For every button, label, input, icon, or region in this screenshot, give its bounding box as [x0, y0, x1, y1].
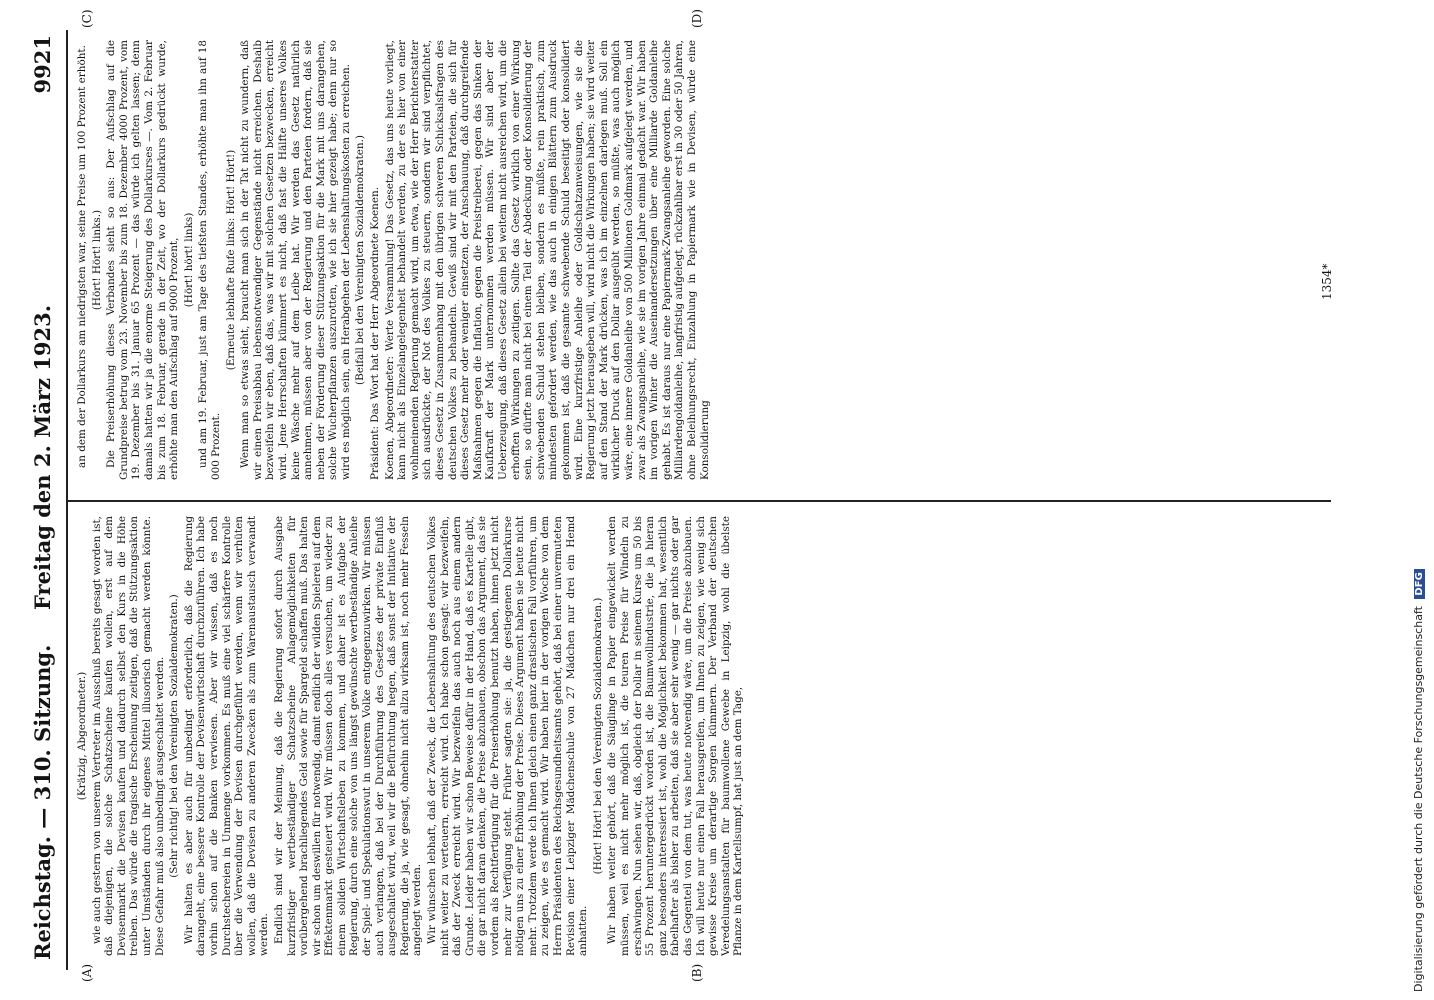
- digitization-credit: [1408, 12, 1428, 992]
- left-column: [76, 516, 1316, 956]
- margin-marker-b: (B): [690, 963, 704, 982]
- paragraph: Endlich sind wir der Meinung, daß die Regierung sofort durch Ausgabe kurzfristiger wertbeständiger Schatzscheine Anlagemöglichkeiten für vorübergehend brachliegendes Geld sowie für Spargeld schaffen muß. Das halten wir schon um deswillen für notwendig, damit endlich der wilden Spielerei auf dem Effektenmarkt gesteuert wird. Wir müssen doch alles versuchen, um wieder zu einem soliden Wirtschaftsleben zu kommen, und daher ist es Aufgabe der Regierung, durch eine solche von uns längst gewünschte wertbeständige Anleihe der Spiel- und Spekulationswut in unserem Volke entgegenzuwirken. Wir müssen auch verlangen, daß bei der Durchführung des Gesetzes der private Einfluß ausgeschaltet wird, weil wir die Befürchtung hegen, daß sonst der Initiative der Regierung, die ja, wie gesagt, ohnehin nicht allzu wirksam ist, noch mehr Fesseln angelegt werden.: [272, 516, 424, 956]
- paragraph: (Erneute lebhafte Rufe links: Hört! Hört!): [224, 149, 237, 371]
- margin-marker-d: (D): [690, 9, 704, 28]
- right-column: [76, 40, 1316, 480]
- page-header: [30, 35, 64, 960]
- paragraph: (Beifall bei den Vereinigten Sozialdemokraten.): [354, 135, 367, 385]
- paragraph: wie auch gestern von unserem Vertreter im Ausschuß bereits gesagt worden ist, daß diejenigen, die solche Schatzscheine kaufen wollen, erst auf dem Devisenmarkt die Devisen kaufen und dadurch selbst den Kurs in die Höhe treiben. Das würde die tragische Erscheinung zeitigen, daß die Stützungsaktion unter Umständen durch ihr eigenes Mittel illusorisch gemacht werden könnte. Diese Gefahr muß also unbedingt ausgeschaltet werden.: [90, 516, 166, 956]
- header-session: Reichstag. — 310. Sitzung.: [30, 644, 55, 960]
- paragraph: Wir haben weiter gehört, daß die Säuglinge in Papier eingewickelt werden müssen, weil es nicht mehr möglich ist, die teuren Preise für Windeln zu erschwingen. Nun sehen wir, daß, obgleich der Dollar in seinem Kurse um 50 bis 55 Prozent heruntergedrückt worden ist, die Baumwollindustrie, die ja hieran ganz besonders interessiert ist, wohl die Möglichkeit bekommen hat, wesentlich fabelhafter als bisher zu arbeiten, daß sie aber sehr wenig — gar nichts oder gar das Gegenteil von dem tut, was heute notwendig wäre, um die Preise abzubauen. Ich will heute nur einen Fall herausgreifen, um Ihnen zu zeigen, wie wenig sich gewisse Kreise um derartige Sorgen kümmern. Der Verband der deutschen Veredelungsanstalten für baumwollene Gewebe in Leipzig, wohl die übelste Pflanze in dem Kartellsumpf, hat just an dem Tage,: [606, 516, 745, 956]
- paragraph: (Krätzig, Abgeordneter.): [76, 671, 88, 801]
- paragraph: Die Preiserhöhung dieses Verbandes sieht so aus: Der Aufschlag auf die Grundpreise betrug vom 23. November bis zum 18. Dezember 4000 Prozent, vom 19. Dezember bis 31. Januar 65 Prozent — das würde ich gelten lassen; denn damals hatten wir ja die enorme Steigerung des Dollarkurses —. Vom 2. Februar bis zum 18. Februar, gerade in der Zeit, wo der Dollarkurs gedrückt wurde, erhöhte man den Aufschlag auf 9000 Prozent,: [105, 40, 181, 480]
- paragraph: Präsident: Das Wort hat der Herr Abgeordnete Koenen.: [369, 186, 382, 480]
- header-date: Freitag den 2. März 1923.: [30, 304, 55, 610]
- paragraph: Wir halten es aber auch für unbedingt erforderlich, daß die Regierung darangeht, eine bessere Kontrolle der Devisenwirtschaft durchzuführen. Ich habe vorhin schon auf die Banken verwiesen. Aber wir wissen, daß es noch Durchstechereien in Unmenge vorkommen. Es muß eine viel schärfere Kontrolle über die Verwendung der Devisen durchgeführt werden, wenn wir verhüten wollen, daß die Devisen zu anderen Zwecken als zum Warenaustausch verwandt werden.: [182, 516, 271, 956]
- credit-text: Digitalisierung gefördert durch die Deutsche Forschungsgemeinschaft: [1412, 606, 1425, 992]
- margin-marker-c: (C): [80, 9, 94, 28]
- paragraph: (Hört! Hört! links.): [90, 209, 103, 311]
- paragraph: (Hört! hört! links): [182, 212, 195, 308]
- paragraph: (Sehr richtig! bei den Vereinigten Sozialdemokraten.): [168, 594, 181, 878]
- page-footer-signature: 1354*: [1320, 263, 1334, 300]
- paragraph: und am 19. Februar, just am Tage des tiefsten Standes, erhöhte man ihn auf 18 000 Prozent.: [197, 40, 222, 480]
- paragraph: Wir wünschen lebhaft, daß der Zweck, die Lebenshaltung des deutschen Volkes nicht weiter zu verteuern, erreicht wird. Ich habe schon gesagt: wir bezweifeln, daß der Zweck erreicht wird. Wir bezweifeln das auch noch aus einem andern Grunde. Leider haben wir schon Beweise dafür in der Hand, daß es Kartelle gibt, die gar nicht daran denken, die Preise abzubauen, obschon das Argument, das sie vordem als Rechtfertigung für die Preiserhöhung benutzt haben, ihnen jetzt nicht mehr zur Verfügung steht. Früher sagten sie: ja, die gestiegenen Dollarkurse nötigen uns zu einer Erhöhung der Preise. Dieses Argument haben sie heute nicht mehr. Trotzdem werde ich Ihnen gleich einen ganz drastischen Fall vorführen, um zu zeigen, wie es gemacht wird. Wir haben hier in der vorigen Woche von dem Herrn Präsidenten des Reichsgesundheitsamts gehört, daß bei einer unvermuteten Revision einer Leipziger Mädchenschule von 27 Mädchen nur drei ein Hemd anhatten.: [426, 516, 590, 956]
- margin-marker-a: (A): [80, 963, 94, 982]
- paragraph: an dem der Dollarkurs am niedrigsten war, seine Preise um 100 Prozent erhöht.: [76, 45, 88, 468]
- paragraph: Koenen, Abgeordneter: Werte Versammlung! Das Gesetz, das uns heute vorliegt, kann nicht als Einzelangelegenheit behandelt werden, zu der es hier von einer wohlmeinenden Regierung gemacht wird, um etwa, wie der Herr Berichterstatter sich ausdrückte, der Not des Volkes zu steuern, sondern wir sind verpflichtet, dieses Gesetz in Zusammenhang mit den übrigen schweren Schicksalsfragen des deutschen Volkes zu behandeln. Gewiß sind wir mit den Parteien, die sich für dieses Gesetz mehr oder weniger einsetzen, der Anschauung, daß durchgreifende Maßnahmen gegen die Inflation, gegen die Preistreiberei, gegen das Sinken der Kaufkraft der Mark unternommen werden müssen. Wir sind aber der Ueberzeugung, daß dieses Gesetz allein bei weitem nicht ausreichen wird, um die erhofften Wirkungen zu zeitigen. Sollte das Gesetz wirklich von einer Wirkung sein, so dürfte man nicht bei einem Teil der Abdeckung oder Konsolidierung der schwebenden Schuld stehen bleiben, sondern es müßte, rein praktisch, zum mindesten gefordert werden, wie das auch in einigen Blättern zum Ausdruck gekommen ist, daß die gesamte schwebende Schuld beseitigt oder konsolidiert wird. Eine kurzfristige Anleihe oder Goldschatzanweisungen, wie sie die Regierung jetzt herausgeben will, wird nicht die Wirkungen haben; sie wird weiter auf den Stand der Mark drücken, was ich im einzelnen darlegen muß. Soll ein wirklicher Druck auf den Dollar ausgeübt werden, so müßte, was auch möglich wäre, eine innere Goldanleihe von 500 Millionen Goldmark aufgelegt werden, und zwar als Zwangsanleihe, wie sie im vorigen Jahre einmal gedacht war. Wir haben im vorigen Winter die Auseinandersetzungen über eine Milliarde Goldanleihe gehabt. Es ist daraus nur eine Papiermark-Zwangsanleihe geworden. Eine solche Milliardengoldanleihe, langfristig aufgelegt, rückzahlbar erst in 30 oder 50 Jahren, ohne Beleihungsrecht, Einzahlung in Papiermark wie in Devisen, würde eine Konsolidierung: [383, 40, 711, 480]
- column-divider: [66, 500, 1331, 502]
- dfg-logo: DFG: [1414, 569, 1425, 598]
- paragraph: Wenn man so etwas sieht, braucht man sich in der Tat nicht zu wundern, daß wir einen Preisabbau lebensnotwendiger Gegenstände nicht erreichen. Deshalb bezweifeln wir eben, daß das, was wir mit solchen Gesetzen bezwecken, erreicht wird. Jene Herrschaften kümmert es nicht, daß fast die Hälfte unseres Volkes keine Wäsche mehr auf dem Leibe hat. Wir werden das Gesetz natürlich annehmen, müssen aber von der Regierung und den Parteien fordern, daß sie neben der Förderung dieser Stützungsaktion für die Mark mit uns darangehen, solche Wucherpflanzen auszurotten, wie ich sie hier gezeigt habe; denn nur so wird es möglich sein, ein Herabgehen der Lebenshaltungskosten zu erreichen.: [239, 40, 352, 480]
- page-number: 9921: [30, 35, 55, 94]
- paragraph: (Hört! Hört! bei den Vereinigten Sozialdemokraten.): [591, 597, 604, 875]
